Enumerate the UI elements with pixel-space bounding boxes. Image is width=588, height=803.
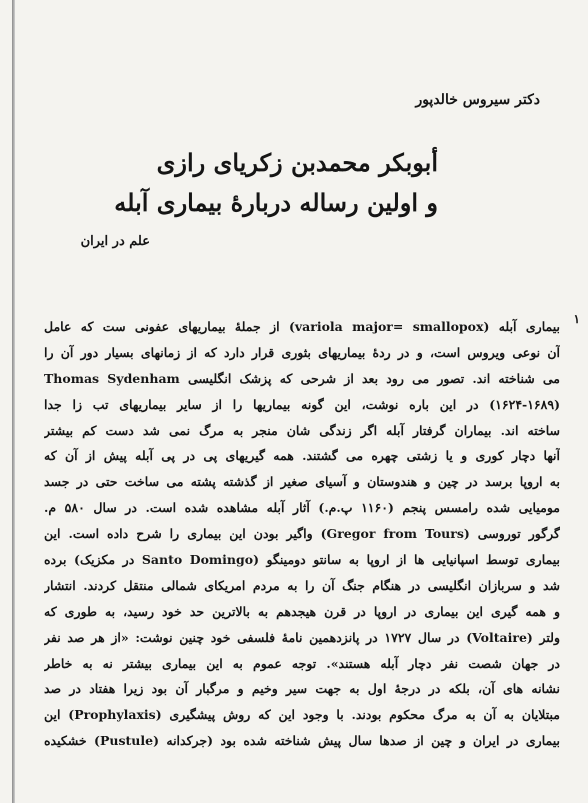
body-line: می شناخته اند. تصور می رود بعد از شرحی که پزشک انگلیسی Thomas Sydenham [44, 370, 560, 386]
article-title-line-1: أبوبکر محمدبن زکریای رازی [156, 148, 438, 177]
body-line: آن نوعی ویروس است، و در ردهٔ بیماریهای بثوری قرار دارد که از زمانهای بسیار دور آن را [44, 344, 560, 360]
body-line: شد و سربازان انگلیسی در هنگام جنگ آن را به مردم امریکای شمالی منتقل کردند. انتشار [44, 577, 560, 593]
body-line: آنها دچار کوری و یا زشتی چهره می گشتند. همه گیریهای پی در پی آبله پیش از آن که [44, 448, 560, 464]
body-line: به اروپا برسد در چین و هندوستان و آسیای صغیر از گذشته پشته می ساخت حتی در جسد [44, 474, 560, 490]
article-body [44, 314, 560, 754]
body-line: (۱۶۲۴-۱۶۸۹) در این باره نوشت، این گونه بیماریها را از سایر بیماریهای تب زا جدا [44, 396, 560, 412]
section-label: علم در ایران [80, 234, 150, 249]
article-title-line-2: و اولین رساله دربارهٔ بیماری آبله [114, 188, 438, 217]
body-line: ولتر (Voltaire) در سال ۱۷۲۷ در پانزدهمین نامهٔ فلسفی خود چنین نوشت: «از هر صد نفر [44, 629, 560, 645]
body-line: گرگور توروسی (Gregor from Tours) واگیر بودن این بیماری را شرح داده است. این [44, 526, 560, 542]
body-line: و همه گیری این بیماری در اروپا در قرن هیجدهم به بالاترین حد خود رسید، به طوری که [44, 603, 560, 619]
body-line: نشانه های آن، بلکه در درجهٔ اول به جهت سیر وخیم و مرگبار آن بود زیرا هفتاد در صد [44, 681, 560, 697]
body-line: بیماری آبله (variola major= smallopox) از جملهٔ بیماریهای عفونی ست که عامل [44, 319, 560, 334]
page-number: ۱ [573, 312, 580, 326]
body-line: ساخته اند. بیماران گرفتار آبله اگر زندگی شان منجر به مرگ نمی شد دست کم بیشتر [44, 422, 560, 438]
author-name: دکتر سیروس خالدپور [415, 92, 540, 108]
page-binding-edge [12, 0, 15, 803]
body-line: مومیایی شده رامسس پنجم (۱۱۶۰ پ.م.) آثار آبله مشاهده شده است. در سال ۵۸۰ م. [44, 500, 560, 516]
body-line: در جهان شصت نفر دچار آبله هستند». توجه عموم به این بیماری بیشتر نه به خاطر [44, 655, 560, 671]
body-line: مبتلایان به آن به مرگ محکوم بودند. با وجود این که روش پیشگیری (Prophylaxis) این [44, 707, 560, 723]
body-line: بیماری در ایران و چین از صدها سال پیش شناخته شده بود (جرکدانه (Pustule) خشکیده [44, 733, 560, 749]
body-line: بیماری توسط اسپانیایی ها از اروپا به سانتو دومینگو (Santo Domingo در مکزیک) برده [44, 552, 560, 568]
